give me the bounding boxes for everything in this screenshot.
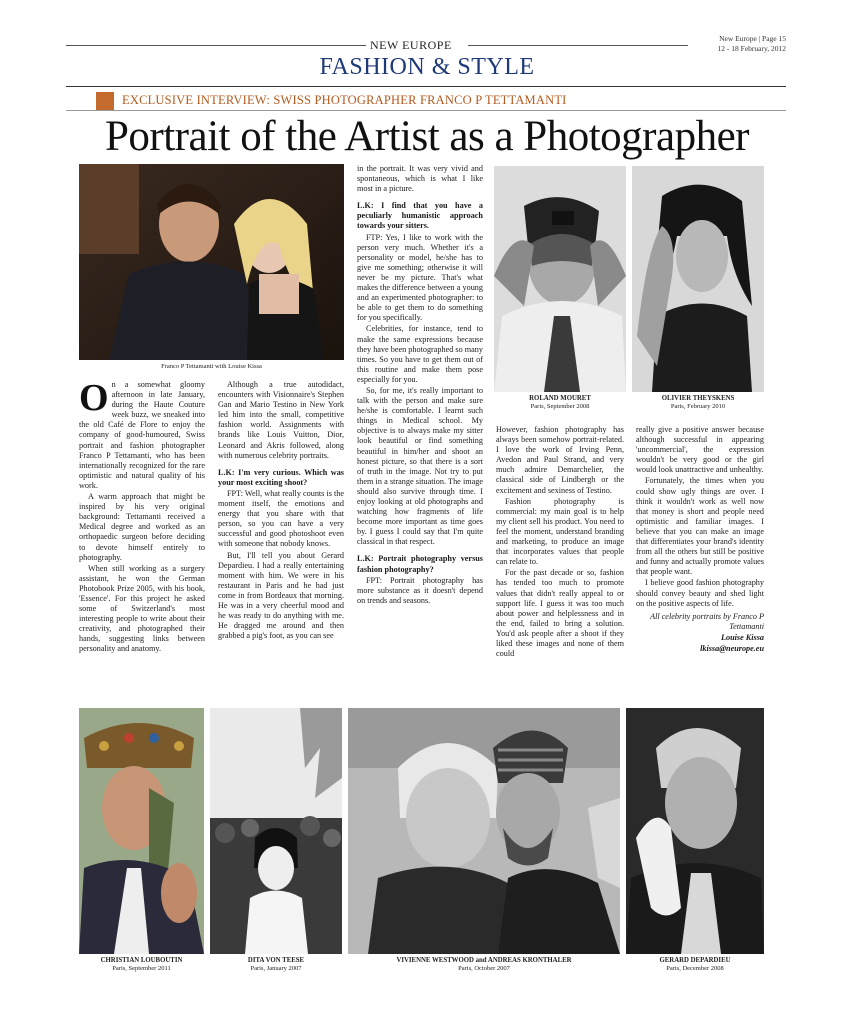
photo-westwood-kronthaler (348, 708, 620, 954)
publication-name: NEW EUROPE (370, 38, 452, 52)
article-column-5 (636, 425, 764, 655)
paragraph: A warm approach that might be inspired by his very original background: Tettamanti received a Medical degree and worked as an orthopaedic surgeon before deciding to devote himself entirely to photography. (79, 492, 205, 562)
caption-roland-detail: Paris, September 2008 (530, 403, 590, 410)
paragraph: Although a true autodidact, encounters with Visionnaire's Stephen Gan and Mario Testino in New York led him into the small, competitive fashion world. Assignments with brands like Louis Vuitton, Dior, Leonard and Akris followed, along with numerous celebrity portraits. (218, 380, 344, 460)
photo-roland-mouret (494, 166, 626, 392)
paragraph: But, I'll tell you about Gerard Depardieu. I had a really entertaining moment with him. We were in his restaurant in Paris and he had just come in from Bordeaux that morning. He was in a very cheerful mood and he was ready to do anything with me. He dragged me around and then grabbed a pig's foot, as you can see (218, 550, 344, 641)
photo-credit: All celebrity portraits by Franco P Tettamanti (650, 611, 764, 631)
paragraph: in the portrait. It was very vivid and spontaneous, which is what I like most in a picture. (357, 164, 483, 194)
question: L.K: Portrait photography versus fashion photography? (357, 554, 483, 574)
caption-vivienne (348, 957, 620, 973)
paragraph: I believe good fashion photography should convey beauty and shed light on the positive aspects of life. (636, 578, 764, 608)
photo-dita-von-teese (210, 708, 342, 954)
kicker-square-icon (96, 92, 114, 110)
paragraph: really give a positive answer because although successful in appearing 'uncommercial', the expression wouldn't be very good or the girl would look unattractive and unhealthy. (636, 425, 764, 475)
article-column-3 (357, 164, 483, 607)
caption-vivienne-detail: Paris, October 2007 (458, 965, 510, 972)
caption-olivier-name: OLIVIER THEYSKENS (661, 395, 735, 402)
caption-olivier-detail: Paris, February 2010 (670, 403, 726, 410)
paragraph: FTP: Yes, I like to work with the person very much. Whether it's a personality or model, he/she has to give me something; otherwise it will never be my picture. That's what makes the difference between a young and an experimented photographer: to be able to get them to do something for you specifically. (357, 232, 483, 323)
photo-dita-von-teese-image (210, 708, 342, 954)
headline: Portrait of the Artist as a Photographer (105, 113, 749, 160)
caption-gerard-detail: Paris, December 2008 (666, 965, 724, 972)
photo-westwood-kronthaler-image (348, 708, 620, 954)
paragraph: So, for me, it's really important to talk with the person and make sure he/she is comfortable. I learnt such things in Medical school. My objective is to always make my sitter look beautiful or find something beautiful in him/her and shoot an honest picture, so that there is a sort of truth in the image. Not try to put them in a strange situation. The image should also survive through time. I enjoy looking at old photographs and watching how fragments of life become more important as time goes by. I guess I could say that I'm quite classical in that respect. (357, 385, 483, 547)
photo-tettamanti-kissa-image (79, 164, 344, 360)
paragraph: FPT: Portrait photography has more substance as it doesn't depend on trends and seasons. (357, 575, 483, 605)
question: L.K: I'm very curious. Which was your most exciting shoot? (218, 467, 344, 487)
kicker: EXCLUSIVE INTERVIEW: SWISS PHOTOGRAPHER FRANCO P TETTAMANTI (122, 93, 567, 107)
page-info (718, 34, 786, 54)
caption-christian-name: CHRISTIAN LOUBOUTIN (100, 957, 183, 964)
caption-dita (210, 957, 342, 973)
section-rule (66, 86, 786, 87)
author-name: Louise Kissa (721, 632, 764, 642)
caption-gerard-name: GERARD DEPARDIEU (659, 957, 731, 964)
paragraph: Celebrities, for instance, tend to make the same expressions because they have been photographed so many times. So you have to get them out of this routine and make them pose especially for you. (357, 324, 483, 384)
caption-roland (494, 395, 626, 411)
photo-gerard-depardieu-image (626, 708, 764, 954)
caption-dita-name: DITA VON TEESE (247, 957, 305, 964)
paragraph: For the past decade or so, fashion has tended too much to promote values that didn't really appeal to or support life. I guess it was too much about power and helplessness and in the end, failed to bring a solution. You'd ask people after a shoot if they liked these images and none of them could (496, 568, 624, 659)
caption-olivier (632, 395, 764, 411)
photo-christian-louboutin-image (79, 708, 204, 954)
issue-date: 12 - 18 February, 2012 (717, 44, 786, 53)
caption-gerard (626, 957, 764, 973)
photo-tettamanti-kissa (79, 164, 344, 360)
caption-top-left: Franco P Tettamanti with Louise Kissa (161, 363, 262, 370)
header-rule-left (66, 45, 366, 46)
photo-christian-louboutin (79, 708, 204, 954)
kicker-rule (66, 110, 786, 111)
author-email: lkissa@neurope.eu (700, 643, 764, 653)
caption-vivienne-name: VIVIENNE WESTWOOD and ANDREAS KRONTHALER (396, 957, 572, 964)
caption-roland-name: ROLAND MOURET (529, 395, 591, 402)
paragraph: When still working as a surgery assistant, he won the German Photobook Prize 2005, with his book, 'Essence'. For this project he asked some of Switzerland's most interesting people to write about their creativity, and photographed their hands, suggesting links between personality and anatomy. (79, 563, 205, 654)
caption-christian (79, 957, 204, 973)
photo-olivier-theyskens (632, 166, 764, 392)
paragraph: Fortunately, the times when you could show ugly things are over. I think it wouldn't work as well now that money is short and people need optimistic and familiar images. I believe that you can make an image that differentiates your brand's identity from all the others but still be positive and funny and actually promote values that people want. (636, 476, 764, 577)
photo-roland-mouret-image (494, 166, 626, 392)
section-title: FASHION & STYLE (319, 54, 535, 80)
photo-olivier-theyskens-image (632, 166, 764, 392)
paragraph: Fashion photography is commercial: my main goal is to help my client sell his product. You need to feel the moment, understand branding and marketing, to produce an image that incorporates values that people can relate to. (496, 496, 624, 567)
paragraph-intro: n a somewhat gloomy afternoon in late January, during the Haute Couture week buzz, we sneaked into the old Café de Flore to enjoy the company of good-humoured, Swiss portrait and fashion photographer Franco P Tettamanti, who has been internationally recognized for the rare optimistic and natural quality of his work. (79, 380, 205, 490)
article-column-4 (496, 425, 624, 660)
caption-christian-detail: Paris, September 2011 (112, 965, 171, 972)
page-number: New Europe | Page 15 (719, 34, 786, 43)
article-column-2 (218, 380, 344, 642)
drop-cap: O (79, 377, 109, 419)
question: L.K: I find that you have a peculiarly humanistic approach towards your sitters. (357, 201, 483, 231)
paragraph: FPT: Well, what really counts is the moment itself, the emotions and energy that you share with that person, so you can have a very successful and good photoshoot even with someone that nobody knows. (218, 488, 344, 549)
paragraph: However, fashion photography has always been somehow portrait-related. I love the work of Irving Penn, Avedon and Paul Strand, and very much admire Demarchelier, the classical side of Lindbergh or the excitement and sexiness of Testino. (496, 425, 624, 495)
article-column-1 (79, 377, 205, 656)
caption-dita-detail: Paris, January 2007 (250, 965, 302, 972)
photo-gerard-depardieu (626, 708, 764, 954)
header-rule-right (468, 45, 688, 46)
